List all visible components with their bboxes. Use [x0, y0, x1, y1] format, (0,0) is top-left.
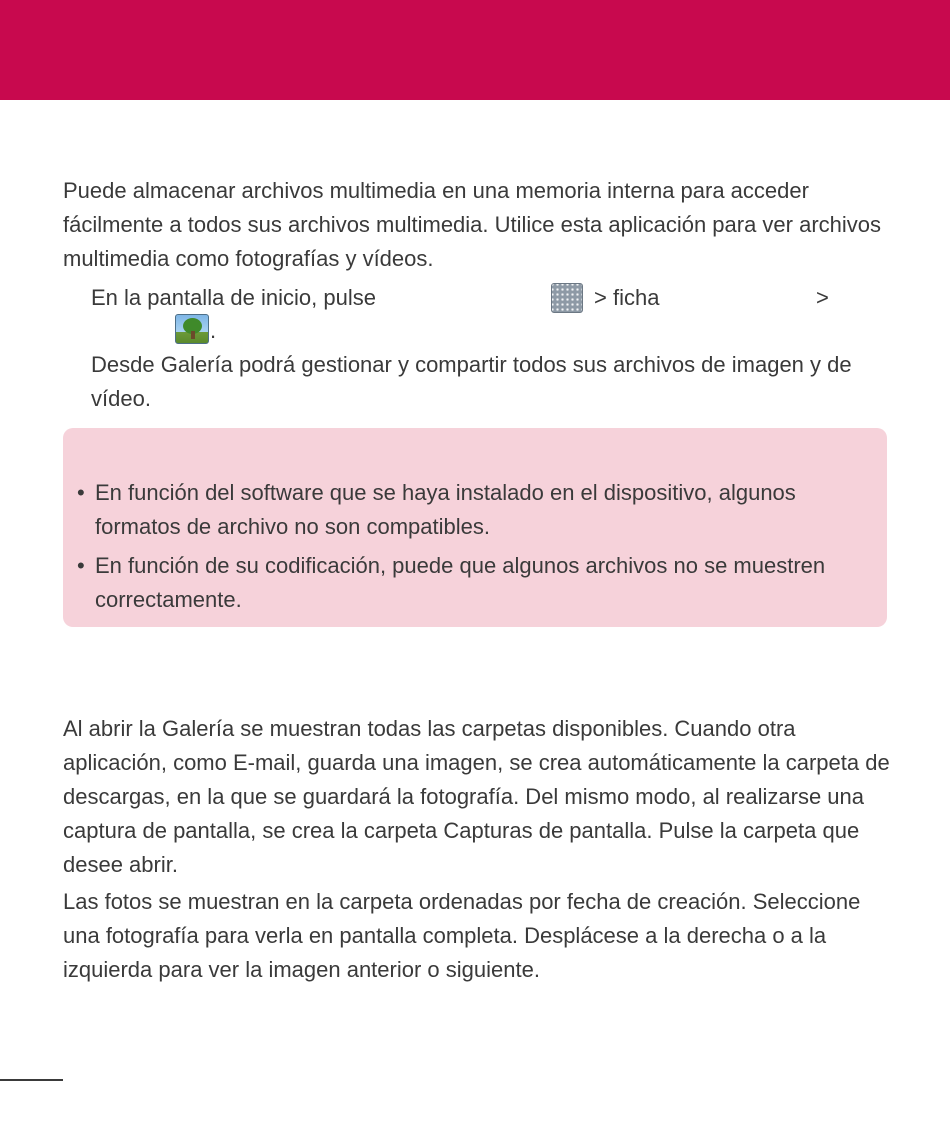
note-bullet-text: En función del software que se haya instalado en el dispositivo, algunos formatos de archivo no son compatibles. [95, 480, 796, 539]
step1-text-end: . [210, 318, 217, 343]
header-bar [0, 0, 950, 100]
step2-text: Desde Galería podrá gestionar y compartir todos sus archivos de imagen y de vídeo. [91, 352, 852, 411]
footer-rule [0, 1079, 63, 1081]
gallery-tree-icon [175, 314, 209, 344]
step1-text-tab: > ficha [594, 285, 660, 310]
note-bullet-1 [77, 476, 867, 544]
note-bullet-text: En función de su codificación, puede que algunos archivos no se muestren correctamente. [95, 553, 826, 612]
body-paragraph-2: Las fotos se muestran en la carpeta ordenadas por fecha de creación. Seleccione una fotografía para verla en pantalla completa. Desplácese a la derecha o a la izquierda para ver la imagen anterior o siguiente. [63, 889, 861, 982]
body-paragraph-1: Al abrir la Galería se muestran todas las carpetas disponibles. Cuando otra aplicación, como E-mail, guarda una imagen, se crea automáticamente la carpeta de descargas, en la que se guardará la fotografía. Del mismo modo, al realizarse una captura de pantalla, se crea la carpeta Capturas de pantalla. Pulse la carpeta que desee abrir. [63, 716, 890, 877]
apps-grid-icon [551, 283, 583, 313]
note-box [63, 428, 887, 627]
step1-text-arrow: > [816, 285, 829, 310]
intro-paragraph: Puede almacenar archivos multimedia en una memoria interna para acceder fácilmente a todos sus archivos multimedia. Utilice esta aplicación para ver archivos multimedia como fotografías y vídeos. [63, 178, 882, 271]
bullet-dot: • [77, 480, 85, 505]
bullet-dot: • [77, 553, 85, 578]
step1-text-start: En la pantalla de inicio, pulse [91, 285, 376, 310]
note-bullet-2 [77, 549, 867, 617]
